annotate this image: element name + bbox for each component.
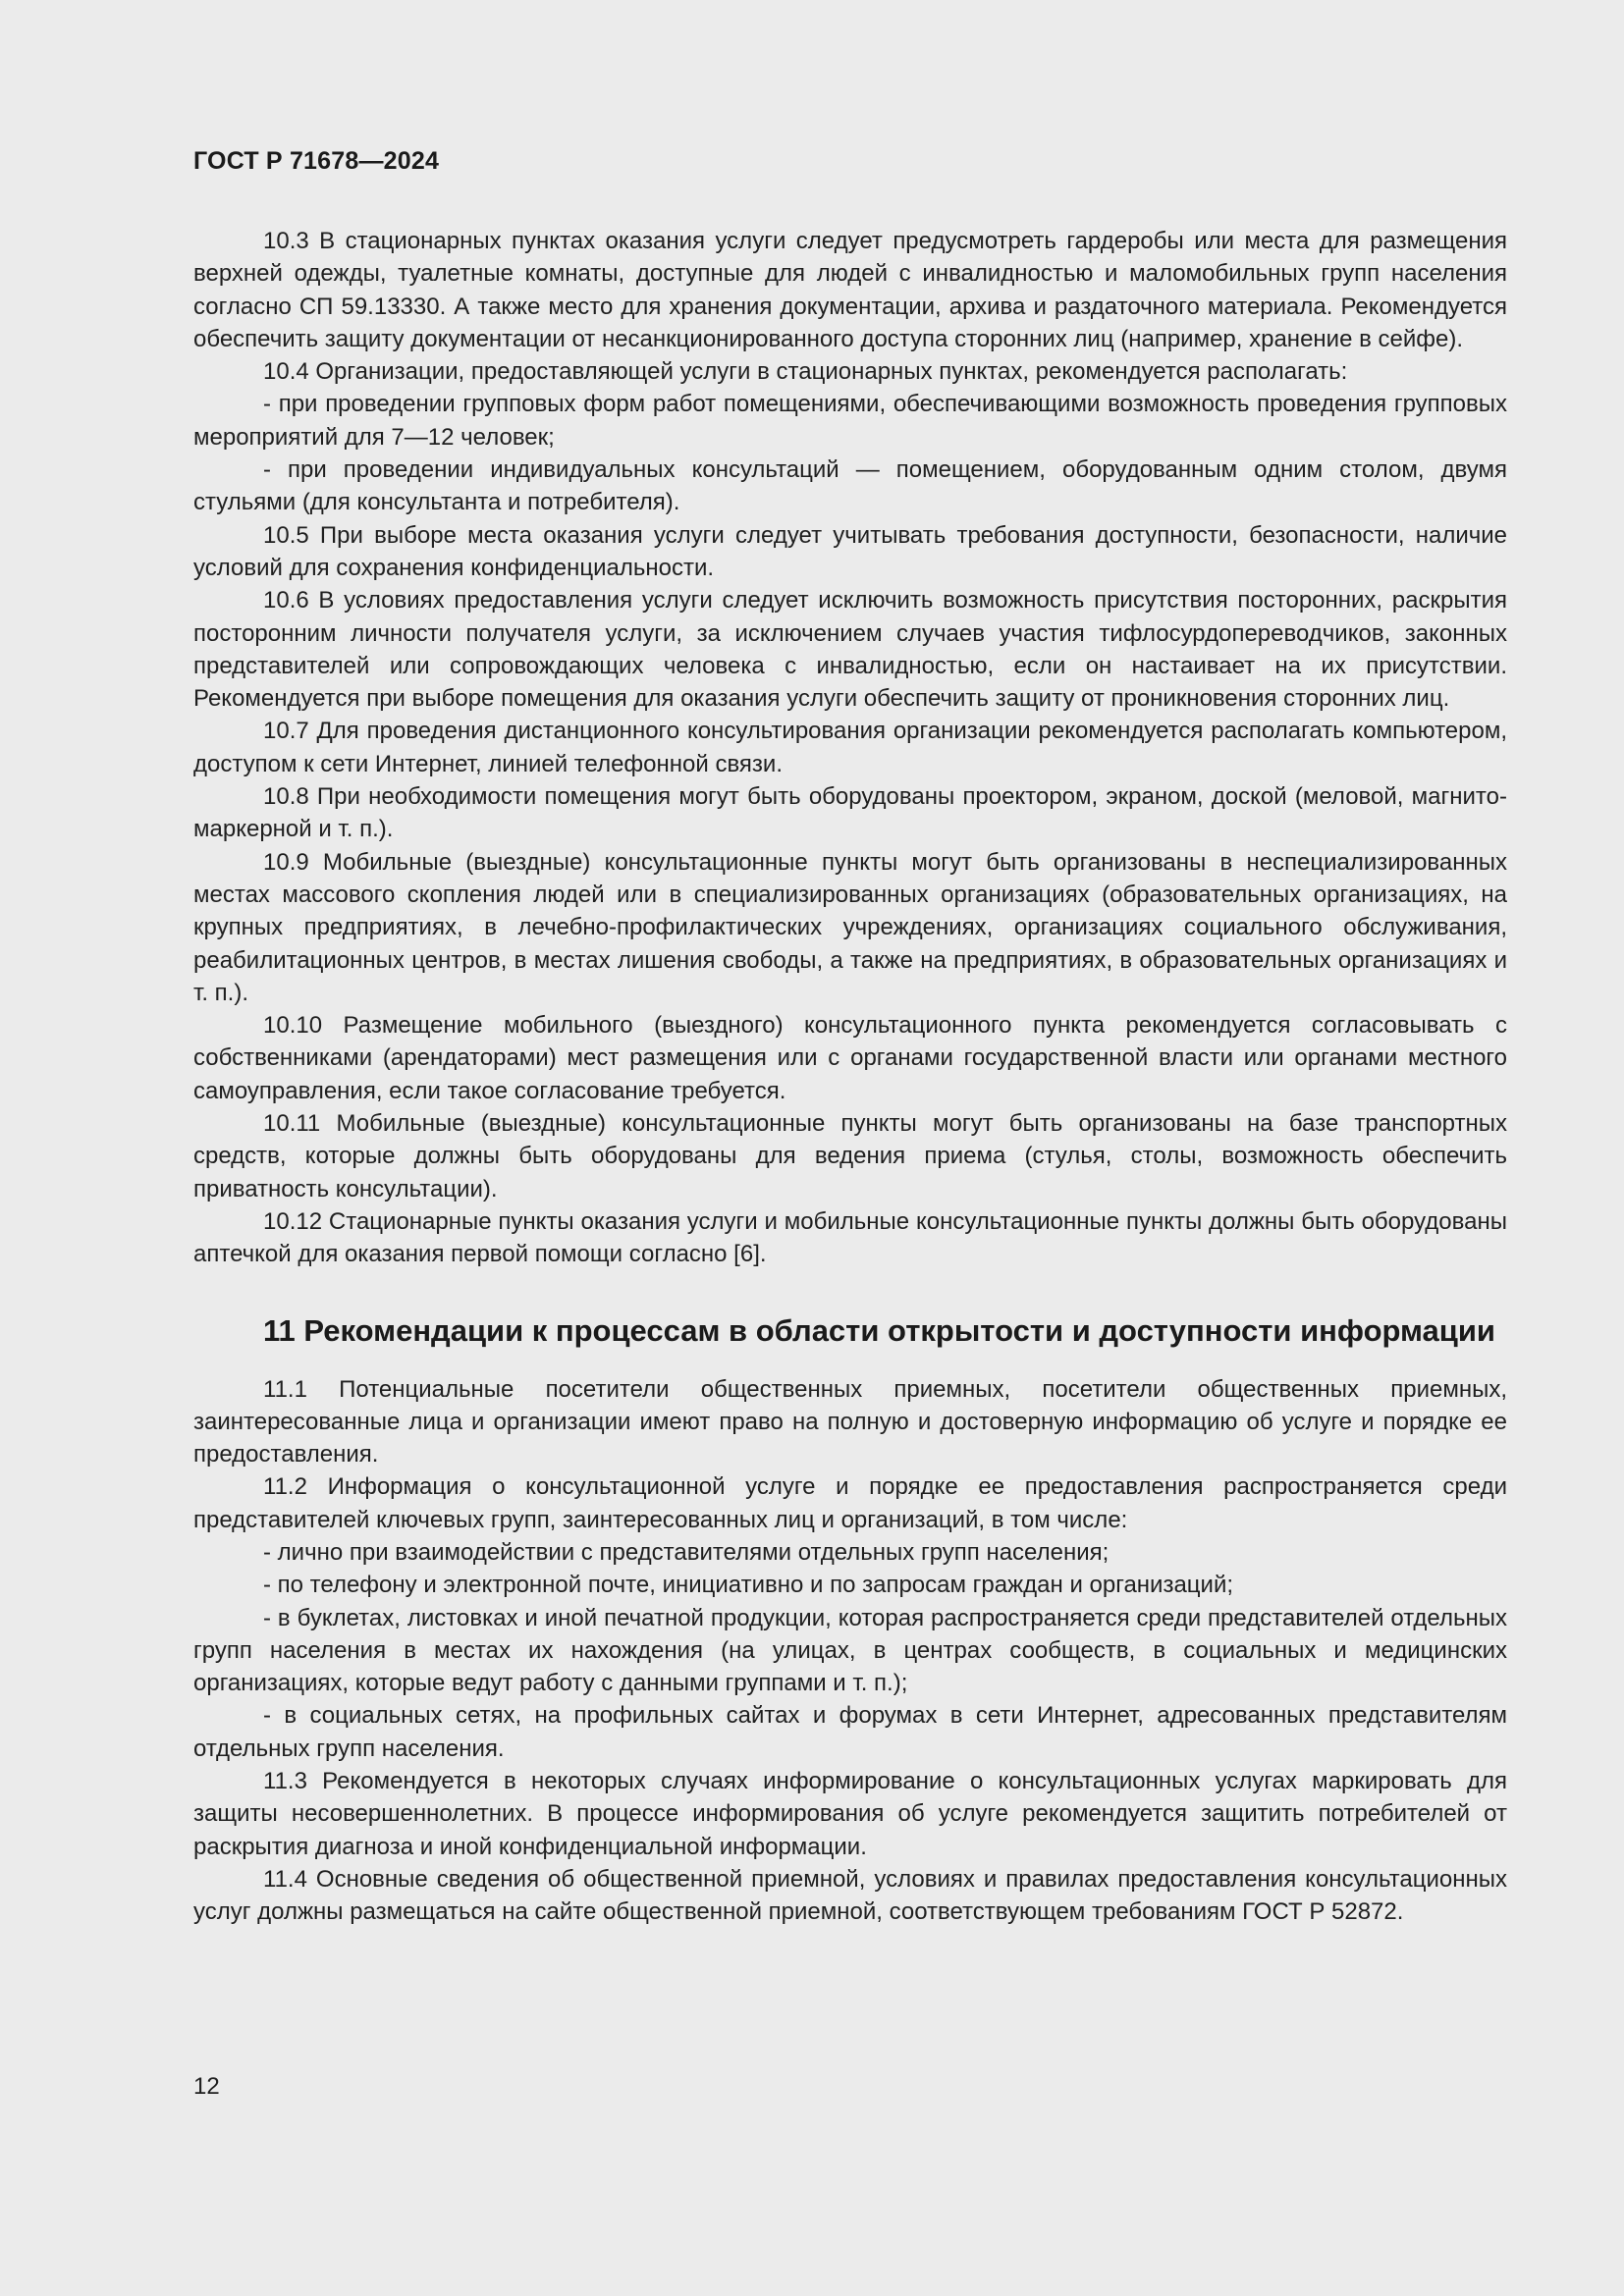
list-item-individual-room: - при проведении индивидуальных консультаций — помещением, оборудованным одним столом, двумя стульями (для консультанта и потребителя). [193, 456, 1507, 516]
paragraph-11-2: 11.2 Информация о консультационной услуге и порядке ее предоставления распространяется среди представителей ключевых групп, заинтересованных лиц и организаций, в том числе: [193, 1473, 1507, 1533]
paragraph-10-6: 10.6 В условиях предоставления услуги следует исключить возможность присутствия посторонних, раскрытия посторонним личности получателя услуги, за исключением случаев участия тифлосурдопереводчиков, законных представителей или сопровождающих человека с инвалидностью, если он настаивает на их присутствии. Рекомендуется при выборе помещения для оказания услуги обеспечить защиту от проникновения сторонних лиц. [193, 587, 1507, 713]
paragraph-10-10: 10.10 Размещение мобильного (выездного) консультационного пункта рекомендуется согласовывать с собственниками (арендаторами) мест размещения или с органами государственной власти или органами местного самоуправления, если такое согласование требуется. [193, 1012, 1507, 1104]
section-11-heading: 11 Рекомендации к процессам в области открытости и доступности информации [263, 1312, 1495, 1348]
paragraph-10-9: 10.9 Мобильные (выездные) консультационные пункты могут быть организованы в неспециализированных местах массового скопления людей или в специализированных организациях (образовательных организациях, на крупных предприятиях, в лечебно-профилактических учреждениях, организациях социального обслуживания, реабилитационных центров, в местах лишения свободы, а также на предприятиях, в образовательных организациях и т. п.). [193, 848, 1507, 1006]
paragraph-10-11: 10.11 Мобильные (выездные) консультационные пункты могут быть организованы на базе транспортных средств, которые должны быть оборудованы для ведения приема (стулья, столы, возможность обеспечить приватность консультации). [193, 1110, 1507, 1202]
list-item-phone-email: - по телефону и электронной почте, инициативно и по запросам граждан и организаций; [263, 1572, 1234, 1599]
document-body [193, 225, 1507, 1929]
paragraph-10-3: 10.3 В стационарных пунктах оказания услуги следует предусмотреть гардеробы или места для размещения верхней одежды, туалетные комнаты, доступные для людей с инвалидностью и маломобильных групп населения согласно СП 59.13330. А также место для хранения документации, архива и раздаточного материала. Рекомендуется обеспечить защиту документации от несанкционированного доступа сторонних лиц (например, хранение в сейфе). [193, 228, 1507, 352]
paragraph-11-3: 11.3 Рекомендуется в некоторых случаях информирование о консультационных услугах маркировать для защиты несовершеннолетних. В процессе информирования об услуге рекомендуется защитить потребителей от раскрытия диагноза и иной конфиденциальной информации. [193, 1768, 1507, 1860]
list-item-in-person: - лично при взаимодействии с представителями отдельных групп населения; [263, 1538, 1110, 1566]
list-item-printed-materials: - в буклетах, листовках и иной печатной продукции, которая распространяется среди представителей отдельных групп населения в местах их нахождения (на улицах, в центрах сообществ, в социальных и медицинских организациях, которые ведут работу с данными группами и т. п.); [193, 1604, 1507, 1697]
document-header: ГОСТ Р 71678—2024 [193, 147, 440, 175]
list-item-social-networks: - в социальных сетях, на профильных сайтах и форумах в сети Интернет, адресованных представителям отдельных групп населения. [193, 1702, 1507, 1762]
paragraph-11-1: 11.1 Потенциальные посетители общественных приемных, посетители общественных приемных, заинтересованные лица и организации имеют право на полную и достоверную информацию об услуге и порядке ее предоставления. [193, 1375, 1507, 1468]
paragraph-10-5: 10.5 При выборе места оказания услуги следует учитывать требования доступности, безопасности, наличие условий для сохранения конфиденциальности. [193, 521, 1507, 581]
paragraph-11-4: 11.4 Основные сведения об общественной приемной, условиях и правилах предоставления консультационных услуг должны размещаться на сайте общественной приемной, соответствующем требованиям ГОСТ Р 52872. [193, 1865, 1507, 1926]
list-item-group-rooms: - при проведении групповых форм работ помещениями, обеспечивающими возможность проведения групповых мероприятий для 7—12 человек; [193, 391, 1507, 451]
page-number: 12 [193, 2073, 220, 2100]
paragraph-10-8: 10.8 При необходимости помещения могут быть оборудованы проектором, экраном, доской (меловой, магнито-маркерной и т. п.). [193, 783, 1507, 843]
paragraph-10-4: 10.4 Организации, предоставляющей услуги в стационарных пунктах, рекомендуется располагать: [263, 358, 1348, 386]
paragraph-10-7: 10.7 Для проведения дистанционного консультирования организации рекомендуется располагать компьютером, доступом к сети Интернет, линией телефонной связи. [193, 718, 1507, 777]
paragraph-10-12: 10.12 Стационарные пункты оказания услуги и мобильные консультационные пункты должны быть оборудованы аптечкой для оказания первой помощи согласно [6]. [193, 1207, 1507, 1268]
